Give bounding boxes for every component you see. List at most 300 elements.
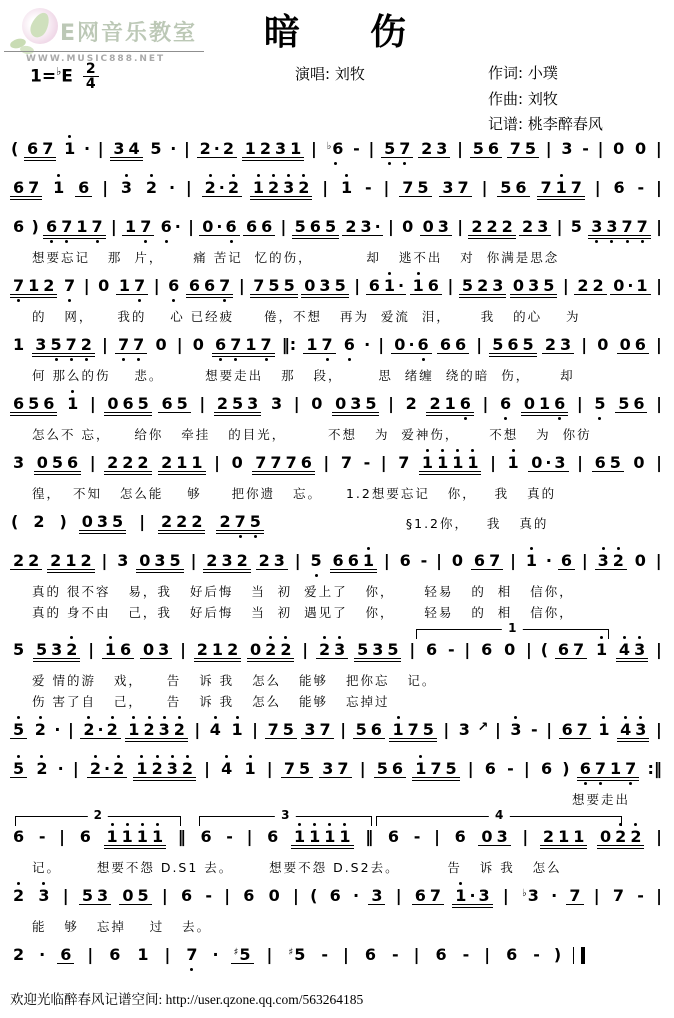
note-group: [218, 761, 235, 777]
note-group: [183, 947, 200, 963]
note-group: [423, 642, 440, 658]
note-group: [291, 829, 354, 849]
octave-dot-above: [634, 823, 637, 826]
note-digit: 3: [221, 551, 233, 570]
barline-icon: |: [655, 551, 662, 570]
note-group: [324, 141, 347, 157]
note-group: [216, 514, 263, 534]
jianpu-notes-line: [8, 752, 666, 789]
note-group: [250, 180, 313, 200]
barline-icon: |: [562, 276, 569, 295]
note-digit: 7: [28, 178, 40, 197]
note-digit: 7: [593, 761, 608, 777]
barline-icon: |: [656, 886, 662, 905]
note-group: [497, 180, 529, 197]
note-group: [229, 455, 246, 471]
sharp-icon: ♯: [288, 947, 294, 958]
barline-icon: |: [383, 178, 390, 197]
note-digit: 1: [465, 455, 480, 471]
repeat-start-icon: ‖:: [281, 335, 297, 354]
augmentation-dot: ·: [353, 886, 360, 905]
note-group: [354, 642, 401, 662]
note-group: [240, 888, 257, 904]
note-group: [510, 278, 557, 298]
note-digit: 3: [604, 219, 619, 235]
note-digit: 1: [244, 139, 256, 158]
note-digit: 2: [122, 453, 134, 472]
octave-dot-above: [87, 716, 90, 719]
octave-dot-above: [171, 755, 174, 758]
note-digit: 3: [322, 759, 334, 778]
note-group: [456, 722, 473, 738]
note-digit: 0: [613, 139, 625, 158]
note-digit: 1: [554, 180, 569, 196]
note-group: [540, 829, 587, 849]
note-digit: ♯5: [288, 945, 306, 964]
note-digit: 0: [394, 335, 406, 354]
note-digit: 7: [319, 337, 334, 353]
note-group: [362, 947, 379, 963]
note-group: [114, 553, 131, 569]
barline-icon: |: [457, 139, 463, 158]
note-digit: 6: [425, 640, 438, 659]
note-group: [268, 396, 285, 412]
note-digit: 0: [155, 335, 167, 354]
note-digit: 1: [28, 276, 40, 295]
barline-icon: |: [656, 453, 662, 472]
note-digit: 3: [274, 139, 287, 158]
barline-icon: |: [359, 759, 366, 778]
note-digit: 1: [594, 642, 609, 658]
note-digit: 6: [13, 394, 25, 413]
meter-numerator: 2: [85, 61, 96, 77]
barline-icon: |: [522, 827, 529, 846]
note-group: [478, 829, 510, 846]
octave-dot-below: [70, 358, 73, 361]
octave-dot-above: [42, 882, 45, 885]
octave-dot-below: [144, 240, 147, 243]
note-digit: 7: [635, 219, 650, 235]
jianpu-notes-line: [8, 505, 266, 542]
note-digit: ♭6: [325, 141, 346, 157]
note-digit: 6: [391, 759, 404, 778]
note-group: [610, 180, 627, 196]
sustain-dash: -: [420, 551, 428, 570]
note-digit: 1: [524, 553, 539, 569]
octave-dot-below: [234, 358, 237, 361]
note-group: [292, 219, 339, 239]
note-group: [615, 396, 647, 413]
note-group: [10, 888, 27, 904]
octave-dot-below: [137, 358, 140, 361]
octave-dot-below: [610, 240, 613, 243]
note-digit: 1: [65, 396, 80, 412]
note-digit: 5: [382, 141, 397, 157]
note-digit: 6: [387, 827, 400, 846]
score-system-3: [8, 210, 666, 266]
note-digit: 1: [337, 829, 352, 845]
barline-icon: |: [185, 178, 192, 197]
note-digit: 7: [285, 453, 297, 472]
note-digit: 3: [117, 551, 129, 570]
note-digit: 6: [13, 217, 25, 236]
barline-icon: |: [546, 720, 553, 739]
octave-dot-above: [111, 716, 114, 719]
note-digit: 6: [561, 720, 573, 739]
note-digit: 2: [80, 551, 92, 570]
note-group: [119, 888, 151, 905]
note-group: [538, 761, 555, 777]
note-group: [104, 396, 151, 416]
lyrics-line: 能 够 忘掉 过 去。: [32, 919, 212, 934]
note-digit: 1: [126, 722, 141, 738]
octave-dot-below: [626, 240, 629, 243]
barline-icon: |: [656, 335, 662, 354]
note-digit: 1: [573, 827, 585, 846]
note-group: [308, 396, 325, 412]
note-digit: 5: [417, 178, 429, 197]
barline-icon: |: [87, 945, 94, 964]
octave-dot-below: [138, 299, 141, 302]
note-group: [577, 761, 640, 781]
octave-dot-below: [315, 574, 318, 577]
note-digit: 6: [347, 551, 359, 570]
augmentation-dot: ·: [168, 178, 176, 197]
footer-url-text[interactable]: 欢迎光临醉春风记谱空间: http://user.qzone.qq.com/563264185: [10, 992, 364, 1007]
note-group: [241, 761, 258, 777]
barline-icon: |: [161, 886, 168, 905]
note-digit: 2: [137, 453, 149, 472]
note-group: [504, 455, 521, 471]
note-digit: 3: [458, 720, 470, 739]
note-group: [591, 396, 608, 412]
note-digit: 1: [290, 139, 302, 158]
barline-icon: |: [464, 640, 471, 659]
sustain-dash: -: [363, 453, 371, 472]
octave-dot-below: [122, 358, 125, 361]
note-digit: 1: [191, 453, 203, 472]
note-digit: 1: [176, 453, 188, 472]
meter-denominator: 4: [83, 76, 99, 91]
note-digit: 6: [578, 761, 593, 777]
note-digit: 0: [504, 640, 516, 659]
note-group: [574, 278, 606, 295]
barline-icon: |: [354, 276, 361, 295]
note-group: [332, 396, 379, 416]
note-digit: 2: [161, 512, 173, 531]
note-group: [265, 722, 297, 739]
note-digit: 4: [618, 722, 633, 738]
note-digit: 0: [600, 827, 612, 846]
note-digit: 5: [592, 396, 607, 412]
sustain-dash: -: [226, 827, 233, 846]
octave-dot-above: [68, 135, 71, 138]
barline-icon: |: [526, 640, 532, 659]
note-group: [10, 947, 27, 963]
augmentation-dot: ·: [213, 139, 220, 158]
phrase-paren: (: [540, 640, 549, 659]
flat-icon: ♭: [521, 888, 527, 899]
note-digit: 6: [161, 394, 173, 413]
note-digit: 2: [33, 512, 45, 531]
note-digit: 7: [337, 759, 349, 778]
note-digit: 3: [157, 722, 172, 738]
octave-dot-above: [514, 716, 517, 719]
volta-bracket: [199, 808, 372, 826]
octave-dot-above: [232, 174, 235, 177]
barline-icon: |: [447, 276, 454, 295]
note-digit: 7: [509, 139, 521, 158]
barline-icon: |: [164, 945, 171, 964]
note-group: [528, 455, 568, 472]
note-group: [420, 219, 452, 236]
octave-dot-above: [225, 755, 228, 758]
note-digit: 2: [613, 829, 628, 845]
note-digit: 2: [278, 642, 293, 658]
note-digit: 7: [258, 337, 273, 353]
note-group: [32, 722, 49, 738]
final-barline-icon: [573, 947, 585, 964]
note-digit: 7: [255, 453, 267, 472]
note-group: [385, 829, 402, 845]
note-digit: 2: [191, 512, 203, 531]
note-digit: 0: [192, 335, 204, 354]
note-digit: 6: [329, 886, 341, 905]
octave-dot-above: [302, 174, 305, 177]
octave-dot-above: [602, 547, 605, 550]
score-system-7-alt: [8, 505, 666, 542]
octave-dot-above: [109, 636, 112, 639]
barline-icon: |: [102, 335, 108, 354]
sustain-dash: -: [531, 720, 538, 739]
barline-icon: |: [523, 759, 530, 778]
note-group: [597, 829, 644, 849]
volta-number: 4: [489, 809, 509, 821]
octave-dot-below: [223, 299, 226, 302]
octave-dot-below: [17, 299, 20, 302]
barline-icon: |: [180, 640, 186, 659]
lyrics-line-1: 真的 很不容 易，我 好后悔 当 初 爱上了 你， 轻易 的 相 信你，: [32, 584, 574, 599]
note-digit: 1: [413, 761, 428, 777]
octave-dot-above: [456, 449, 459, 452]
barline-icon: |: [510, 551, 516, 570]
note-digit: 7: [267, 720, 279, 739]
augmentation-dot: ·: [374, 217, 381, 236]
note-group: [106, 947, 123, 963]
barline-icon: |: [434, 827, 440, 846]
octave-dot-below: [584, 782, 587, 785]
note-digit: 1: [76, 217, 88, 236]
note-group: [449, 553, 466, 569]
note-digit: 2: [43, 276, 55, 295]
note-digit: 7: [217, 278, 232, 294]
note-digit: 6: [43, 394, 55, 413]
note-digit: 1: [636, 276, 648, 295]
note-digit: 1: [135, 829, 150, 845]
note-digit: 3: [154, 551, 166, 570]
note-group: [165, 278, 182, 294]
note-group: [319, 761, 351, 778]
glissando-up-icon: ↗: [477, 720, 489, 735]
sustain-dash: -: [365, 178, 372, 197]
note-group: [523, 553, 540, 569]
score-system-8: [8, 544, 666, 621]
note-digit: 6: [60, 945, 72, 964]
note-digit: 6: [245, 217, 258, 236]
augmentation-dot: ·: [545, 551, 552, 570]
note-digit: 1: [211, 640, 224, 659]
note-digit: 5: [309, 553, 324, 569]
barline-icon: |: [204, 759, 210, 778]
note-digit: 6: [364, 945, 376, 964]
octave-dot-below: [348, 358, 351, 361]
note-group: [122, 219, 154, 236]
flat-icon: ♭: [326, 141, 332, 152]
note-digit: 4: [617, 642, 632, 658]
lyrics-line: 怎么不 忘， 给你 牵挂 的目光， 不想 为 爱神伤， 不想 为 你彷: [32, 427, 592, 442]
note-digit: 1: [435, 455, 450, 471]
octave-dot-above: [426, 449, 429, 452]
octave-dot-above: [471, 449, 474, 452]
octave-dot-below: [599, 782, 602, 785]
note-digit: 7: [59, 219, 74, 235]
octave-dot-below: [403, 162, 406, 165]
note-digit: 6: [439, 335, 451, 354]
note-digit: 2: [144, 180, 159, 196]
note-digit: 2: [429, 394, 441, 413]
note-digit: 2: [141, 722, 156, 738]
note-digit: 2: [219, 512, 231, 531]
octave-dot-above: [388, 272, 391, 275]
octave-dot-above: [236, 716, 239, 719]
note-digit: 5: [112, 512, 124, 531]
note-digit: 2: [88, 761, 103, 777]
note-digit: 3: [478, 886, 490, 905]
augmentation-dot: ·: [627, 276, 634, 295]
note-digit: 5: [137, 394, 149, 413]
octave-dot-below: [50, 240, 53, 243]
note-digit: 2: [471, 217, 483, 236]
note-digit: 6: [458, 396, 473, 412]
octave-dot-below: [558, 417, 561, 420]
note-digit: 5: [35, 640, 48, 659]
note-digit: 5: [282, 720, 294, 739]
note-group: [566, 888, 583, 905]
note-group: [10, 761, 27, 778]
barline-icon: |: [655, 178, 662, 197]
note-digit: 7: [340, 453, 352, 472]
note-digit: 1: [62, 141, 77, 157]
note-digit: 7: [570, 178, 582, 197]
octave-dot-above: [419, 755, 422, 758]
note-digit: 0: [523, 394, 535, 413]
note-digit: 3: [442, 178, 454, 197]
note-digit: 3: [559, 335, 572, 354]
note-digit: 0: [531, 453, 543, 472]
note-group: [559, 722, 591, 739]
note-digit: 7: [623, 761, 638, 777]
note-digit: 3: [35, 335, 47, 354]
note-group: [503, 947, 520, 963]
note-digit: 0: [304, 276, 316, 295]
note-digit: 6: [487, 139, 500, 158]
note-digit: 5: [609, 453, 621, 472]
barline-icon: |: [68, 720, 74, 739]
note-digit: 3: [96, 512, 109, 531]
octave-dot-below: [598, 417, 601, 420]
note-digit: 3: [113, 139, 125, 158]
note-digit: 2: [176, 512, 188, 531]
note-group: [301, 722, 333, 739]
barline-icon: |: [322, 178, 329, 197]
barline-icon: |: [343, 945, 349, 964]
sheet-header: [0, 0, 674, 133]
double-barline-icon: ‖: [177, 827, 186, 846]
note-digit: 2: [227, 640, 239, 659]
note-group: [558, 553, 575, 570]
barline-icon: |: [266, 759, 273, 778]
note-digit: 2: [405, 394, 417, 413]
note-group: [87, 761, 127, 778]
octave-dot-above: [512, 449, 515, 452]
augmentation-dot: ·: [104, 759, 111, 778]
barline-icon: |: [656, 276, 662, 295]
note-digit: 6: [78, 178, 90, 197]
augmentation-dot: ·: [216, 217, 223, 236]
octave-dot-above: [530, 547, 533, 550]
octave-dot-above: [272, 174, 275, 177]
note-digit: 7: [572, 640, 585, 659]
barline-icon: |: [184, 139, 190, 158]
note-digit: 7: [42, 139, 54, 158]
augmentation-dot: ·: [83, 139, 91, 158]
note-group: [397, 553, 414, 569]
note-digit: 4: [208, 722, 223, 738]
note-digit: 2: [544, 335, 556, 354]
octave-dot-below: [165, 240, 168, 243]
barline-icon: |: [413, 945, 420, 964]
octave-dot-below: [464, 417, 467, 420]
note-digit: 3: [51, 640, 63, 659]
note-digit: 7: [402, 178, 414, 197]
octave-dot-above: [397, 716, 400, 719]
note-group: [61, 141, 78, 157]
note-digit: 0: [81, 512, 93, 531]
note-digit: 3: [436, 139, 448, 158]
phrase-paren: (: [310, 886, 318, 905]
octave-dot-above: [602, 716, 605, 719]
barline-icon: |: [581, 335, 588, 354]
note-group: [301, 278, 348, 298]
note-digit: 5: [422, 720, 434, 739]
octave-dot-above: [17, 716, 20, 719]
note-digit: 0: [335, 394, 347, 413]
note-digit: 3: [633, 722, 648, 738]
time-signature: [83, 62, 99, 91]
note-group: [250, 278, 297, 298]
note-group: [519, 219, 551, 236]
note-group: [537, 180, 584, 200]
note-group: [33, 761, 50, 777]
note-digit: 3: [492, 276, 504, 295]
note-group: [61, 278, 78, 294]
note-digit: 0: [613, 276, 625, 295]
note-digit: 0: [36, 453, 48, 472]
note-digit: 6: [634, 335, 646, 354]
barline-icon: |: [340, 720, 347, 739]
note-digit: 0: [231, 453, 243, 472]
barline-icon: |: [556, 217, 563, 236]
